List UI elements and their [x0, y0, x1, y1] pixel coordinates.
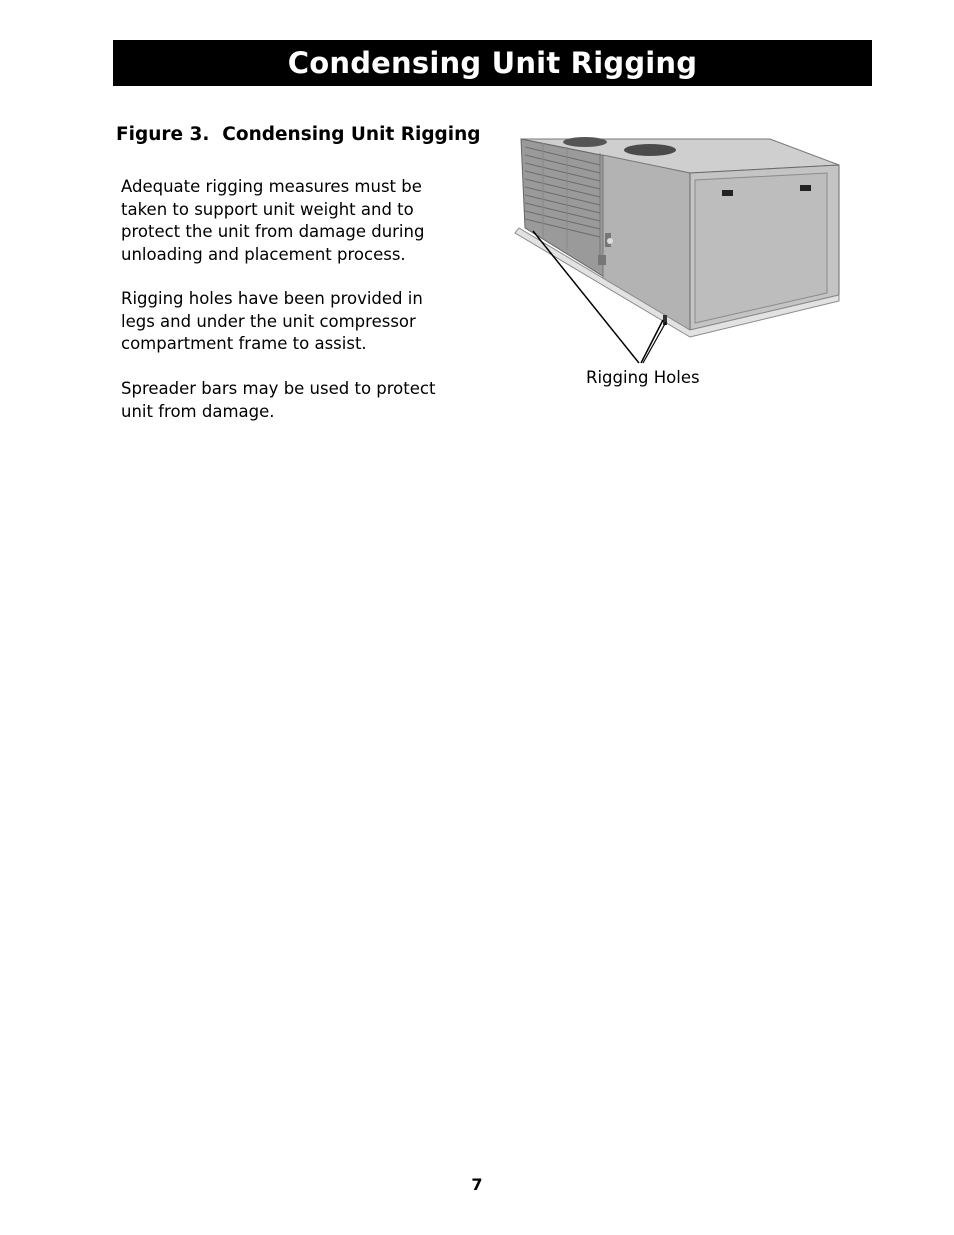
paragraph-spreader-bars: Spreader bars may be used to protect unit from damage.: [121, 379, 436, 421]
panel-handle-icon: [800, 185, 811, 191]
paragraph-rigging-holes: Rigging holes have been provided in legs and under the unit compressor compartment frame to assist.: [121, 289, 423, 354]
fan-icon: [563, 137, 607, 147]
panel-handle-icon: [722, 190, 733, 196]
rigging-holes-label: Rigging Holes: [586, 368, 700, 387]
section-title-bar: [113, 40, 872, 86]
page-title: Condensing Unit Rigging: [287, 46, 698, 80]
fan-icon: [624, 144, 676, 156]
condensing-unit-figure: [505, 125, 850, 375]
paragraph-rigging-measures: Adequate rigging measures must be taken to support unit weight and to protect the unit from damage during unloading and placement process.: [121, 177, 425, 264]
callout-line: [643, 322, 666, 363]
condensing-unit-photo: [505, 125, 850, 375]
page-number: 7: [471, 1175, 483, 1194]
figure-caption: Figure 3. Condensing Unit Rigging: [116, 124, 481, 145]
callout-line: [641, 320, 663, 363]
